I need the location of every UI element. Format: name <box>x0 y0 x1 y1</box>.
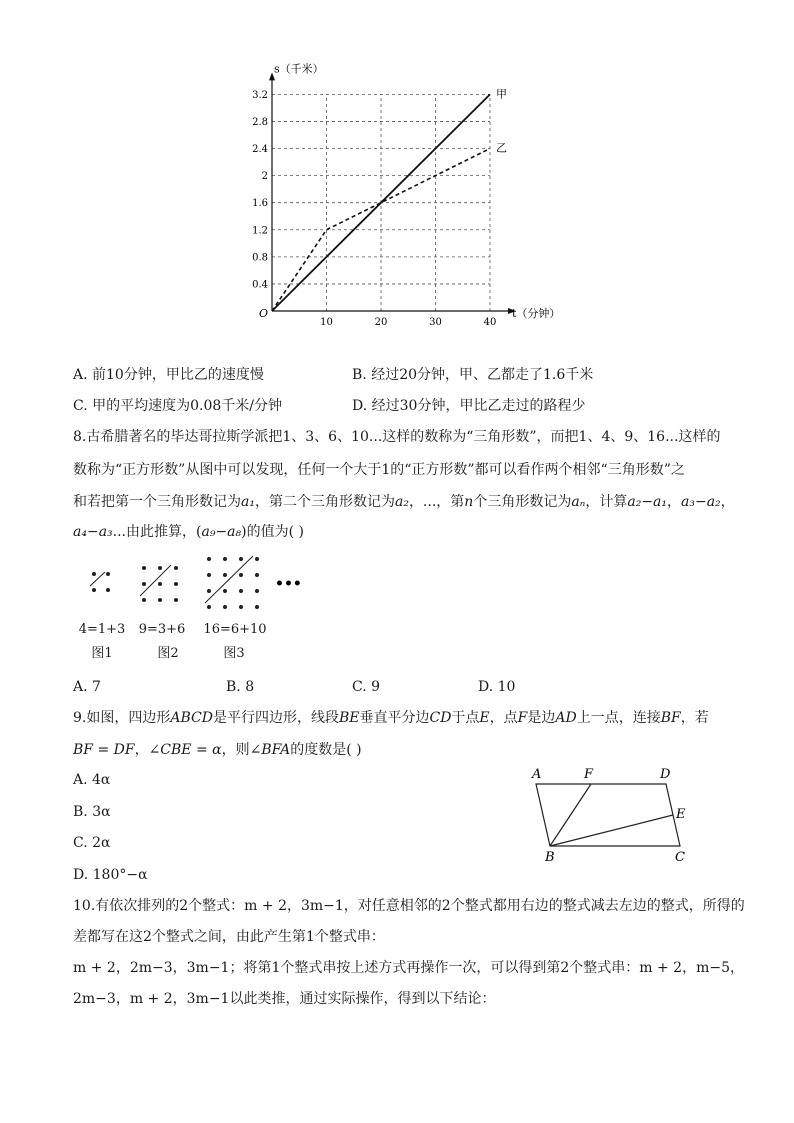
q9-line-1: 9.如图，四边形ABCD是平行四边形，线段BE垂直平分边CD于点E，点F是边AD上一点，连接BF，若 <box>73 710 709 726</box>
dot-figure-1 <box>90 572 110 592</box>
point-label-d: D <box>660 767 671 782</box>
y-tick-label: 1.2 <box>252 225 268 237</box>
fig1-equation: 4=1+3 <box>78 622 126 637</box>
q9-option-d: D. 180°−α <box>73 867 148 883</box>
q7-option-d: D. 经过30分钟，甲比乙走过的路程少 <box>352 398 586 414</box>
q8-option-a: A. 7 <box>73 679 101 695</box>
dot-figure-ellipsis: ••• <box>275 576 302 592</box>
fig3-caption: 图3 <box>223 646 245 661</box>
fig2-equation: 9=3+6 <box>138 622 186 637</box>
distance-time-chart <box>250 62 561 335</box>
y-tick-label: 0.8 <box>252 252 268 264</box>
q10-line-3: m + 2，2m−3，3m−1；将第1个整式串按上述方式再操作一次，可以得到第2个整式串：m + 2，m−5， <box>73 960 744 976</box>
chart-labels <box>252 61 560 328</box>
dot-figure-3 <box>205 556 259 609</box>
q8-line-3: 和若把第一个三角形数记为a₁，第二个三角形数记为a₂，...，第n个三角形数记为aₙ，计算a₂−a₁，a₃−a₂， <box>73 494 735 510</box>
q9-option-a: A. 4α <box>73 772 111 788</box>
x-tick-label: 20 <box>374 317 388 328</box>
x-tick-label: 30 <box>429 317 442 328</box>
x-tick-label: 40 <box>483 317 497 328</box>
fig1-caption: 图1 <box>91 646 113 661</box>
q10-line-4: 2m−3，m + 2，3m−1以此类推，通过实际操作，得到以下结论： <box>73 991 496 1007</box>
y-tick-label: 2.4 <box>252 144 268 156</box>
segment-be <box>550 815 673 846</box>
origin-label: O <box>259 307 269 320</box>
x-tick-label: 10 <box>320 317 333 328</box>
y-tick-label: 2.8 <box>252 116 268 128</box>
series-label-1: 甲 <box>496 87 507 101</box>
y-tick-label: 0.4 <box>252 279 268 291</box>
x-axis-label: t（分钟） <box>512 307 561 320</box>
y-tick-label: 3.2 <box>252 89 268 101</box>
point-label-a: A <box>532 767 542 782</box>
point-label-f: F <box>584 767 594 782</box>
y-tick-label: 1.6 <box>252 198 268 210</box>
fig3-equation: 16=6+10 <box>203 622 267 637</box>
q7-option-b: B. 经过20分钟，甲、乙都走了1.6千米 <box>352 367 594 383</box>
square-number-dot-figures <box>75 552 305 622</box>
q10-line-2: 差都写在这2个整式之间，由此产生第1个整式串： <box>73 929 385 945</box>
parallelogram-abcd <box>536 784 680 846</box>
q8-line-1: 8.古希腊著名的毕达哥拉斯学派把1、3、6、10...这样的数称为“三角形数”，而把1、4、9、16...这样的 <box>73 429 721 445</box>
q7-option-a: A. 前10分钟，甲比乙的速度慢 <box>73 367 264 383</box>
q8-line-2: 数称为“正方形数”从图中可以发现，任何一个大于1的“正方形数”都可以看作两个相邻“三角形数”之 <box>73 462 685 478</box>
dot-figure-2 <box>140 565 178 602</box>
fig2-caption: 图2 <box>157 646 179 661</box>
q7-option-c: C. 甲的平均速度为0.08千米/分钟 <box>73 398 283 414</box>
y-axis-label: s（千米） <box>274 62 324 76</box>
q9-line-2: BF = DF，∠CBE = α，则∠BFA的度数是( ) <box>73 742 362 758</box>
y-tick-label: 2 <box>261 171 268 183</box>
q8-option-b: B. 8 <box>226 679 255 695</box>
q8-option-d: D. 10 <box>478 679 516 695</box>
q8-line-4: a₄−a₃...由此推算，(a₉−a₈)的值为( ) <box>73 524 304 540</box>
series-label-2: 乙 <box>496 141 507 155</box>
q9-option-c: C. 2α <box>73 835 111 851</box>
q8-option-c: C. 9 <box>352 679 381 695</box>
q10-line-1: 10.有依次排列的2个整式：m + 2，3m−1，对任意相邻的2个整式都用右边的整式减去左边的整式，所得的 <box>73 898 745 914</box>
point-label-b: B <box>545 850 555 865</box>
parallelogram-figure <box>520 762 700 867</box>
point-label-c: C <box>675 850 685 865</box>
q9-option-b: B. 3α <box>73 804 111 820</box>
point-label-e: E <box>676 807 686 822</box>
